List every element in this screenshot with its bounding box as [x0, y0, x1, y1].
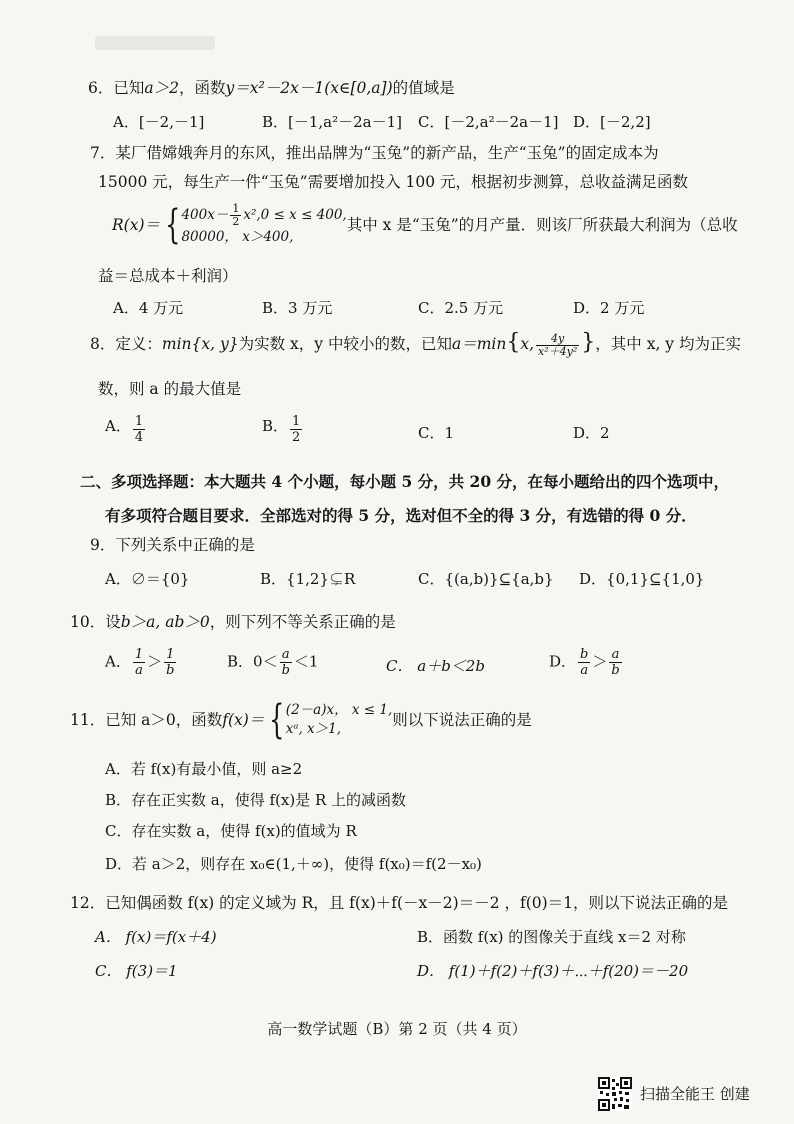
question-number: 9． — [90, 536, 116, 554]
option-a: A．[－2,－1] — [113, 113, 205, 131]
question-11: 11．已知 a＞0，函数f(x)＝ { (2－a)x， x ≤ 1, xᵃ, x＞1, 则以下说法正确的是 — [70, 697, 532, 743]
section-2-heading: 二、多项选择题：本大题共 4 个小题，每小题 5 分，共 20 分，在每小题给出的四个选项中， — [80, 472, 730, 491]
option-b: B．[－1,a²－2a－1] — [262, 113, 403, 131]
option-c: C．2.5 万元 — [418, 299, 504, 317]
question-number: 12． — [70, 894, 106, 912]
question-12-options — [95, 926, 745, 986]
scan-smudge — [95, 36, 215, 50]
question-8-line2: 数，则 a 的最大值是 — [98, 380, 242, 398]
question-number: 11． — [70, 711, 106, 729]
question-number: 6． — [88, 79, 114, 97]
option-d: D． f(1)＋f(2)＋f(3)＋⋯＋f(20)＝－20 — [417, 962, 689, 980]
option-c: C．[－2,a²－2a－1] — [418, 113, 559, 131]
option-d: D．2 — [573, 424, 610, 442]
option-b: B． $\frac{1}{2}$ — [262, 414, 301, 445]
option-b: B．0＜ $\frac{a}{b}$ ＜1 — [227, 647, 319, 678]
question-7-line4: 益＝总成本＋利润） — [98, 267, 238, 285]
option-b: B．{1,2}⊊R — [260, 570, 356, 588]
piecewise-cases: 400x－ $\frac{1}{2}$ x²,0 ≤ x ≤ 400, 80000， x＞400, — [181, 202, 347, 245]
left-brace: { — [269, 697, 285, 743]
question-7-line2: 15000 元，每生产一件“玉兔”需要增加投入 100 元，根据初步测算，总收益满足函数 — [98, 173, 689, 191]
qr-code-icon — [598, 1077, 632, 1111]
question-7: 7．某厂借嫦娥奔月的东风，推出品牌为“玉兔”的新产品，生产“玉兔”的固定成本为 — [90, 144, 659, 162]
option-b: B．存在正实数 a，使得 f(x)是 R 上的减函数 — [105, 791, 407, 809]
left-brace: { — [165, 202, 181, 248]
question-9: 9．下列关系中正确的是 — [90, 536, 255, 554]
option-a: A．4 万元 — [113, 299, 184, 317]
option-b: B．函数 f(x) 的图像关于直线 x＝2 对称 — [417, 928, 686, 946]
page-footer: 高一数学试题（B）第 2 页（共 4 页） — [267, 1020, 527, 1038]
question-number: 10． — [70, 613, 106, 631]
option-d: D． $\frac{b}{a}$ ＞ $\frac{a}{b}$ — [549, 647, 620, 678]
option-d: D．若 a＞2，则存在 x₀∈(1,＋∞)，使得 f(x₀)＝f(2－x₀) — [105, 855, 482, 873]
question-8: 8．定义：min{x, y}为实数 x，y 中较小的数，已知a＝min{x, $\frac{4y}{\text{x²＋4y²}}$ }，其中 x, y 均为正实 — [90, 330, 741, 358]
option-a: A． f(x)＝f(x＋4) — [95, 928, 217, 946]
option-a: A． $\frac{1}{4}$ — [105, 414, 144, 445]
question-12: 12．已知偶函数 f(x) 的定义域为 R，且 f(x)＋f(－x－2)＝－2 ，f(0)＝1，则以下说法正确的是 — [70, 894, 729, 912]
scanner-watermark-text: 扫描全能王 创建 — [640, 1085, 750, 1103]
option-d: D．2 万元 — [573, 299, 645, 317]
section-2-instructions: 有多项符合题目要求．全部选对的得 5 分，选对但不全的得 3 分，有选错的得 0 分． — [105, 506, 697, 525]
option-c: C．{(a,b)}⊆{a,b} — [418, 570, 554, 588]
question-6: 6．已知a＞2，函数y＝x²－2x－1(x∈[0,a])的值域是 — [88, 79, 455, 97]
option-a: A．∅＝{0} — [105, 570, 190, 588]
question-7-function: R(x)＝ { 400x－ $\frac{1}{2}$ x²,0 ≤ x ≤ 400, 80000， x＞400, 其中 x 是“玉兔”的月产量．则该厂所获最大利润为（总收 — [112, 202, 738, 248]
option-c: C．1 — [418, 424, 455, 442]
question-8-options — [105, 414, 745, 454]
option-a: A．若 f(x)有最小值，则 a≥2 — [105, 760, 303, 778]
question-10: 10．设b＞a, ab＞0，则下列不等关系正确的是 — [70, 613, 396, 631]
question-10-options — [105, 647, 745, 687]
question-number: 8． — [90, 335, 116, 353]
piecewise-cases: (2－a)x， x ≤ 1, xᵃ, x＞1, — [285, 702, 393, 737]
option-c: C． a＋b＜2b — [386, 657, 485, 675]
option-c: C． f(3)＝1 — [95, 962, 178, 980]
option-b: B．3 万元 — [262, 299, 333, 317]
question-number: 7． — [90, 144, 116, 162]
option-d: D．[－2,2] — [573, 113, 651, 131]
option-d: D．{0,1}⊆{1,0} — [579, 570, 705, 588]
question-11-options — [105, 758, 745, 888]
option-c: C．存在实数 a，使得 f(x)的值域为 R — [105, 822, 357, 840]
option-a: A． $\frac{1}{a}$ ＞ $\frac{1}{b}$ — [105, 647, 175, 678]
